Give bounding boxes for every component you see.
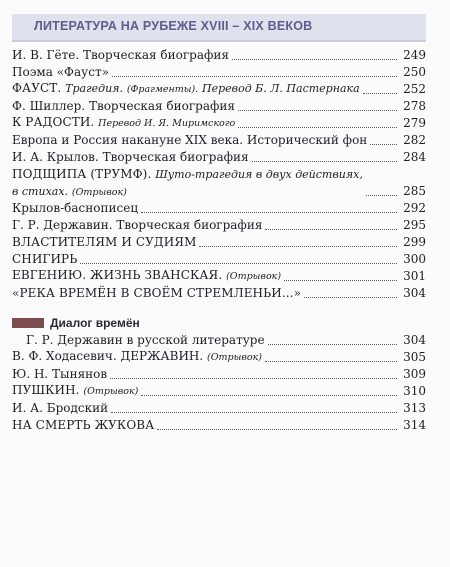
toc-page-number: 305 bbox=[403, 350, 426, 364]
toc-entry-goethe-bio[interactable] bbox=[12, 47, 426, 64]
dot-leader bbox=[238, 110, 397, 111]
toc-entry-brodsky[interactable] bbox=[12, 400, 426, 417]
table-of-contents bbox=[12, 47, 426, 434]
toc-entry-genre-cont: в стихах. bbox=[12, 185, 69, 198]
toc-page-number: 301 bbox=[403, 269, 426, 283]
dot-leader bbox=[112, 76, 397, 77]
toc-entry-genre: Шуто-трагедия в двух действиях, bbox=[155, 168, 363, 181]
toc-entry-derzhavin-bio[interactable] bbox=[12, 217, 426, 234]
toc-entry-death-of-zhukov[interactable] bbox=[12, 417, 426, 434]
dot-leader bbox=[265, 229, 397, 230]
toc-page-number: 278 bbox=[403, 99, 426, 113]
toc-entry-note: (Отрывок) bbox=[226, 271, 282, 282]
toc-entry-title bbox=[12, 166, 363, 200]
toc-entry-title: НА СМЕРТЬ ЖУКОВА bbox=[12, 418, 155, 432]
toc-entry-note: (Отрывок) bbox=[71, 187, 127, 198]
toc-entry-podshchipa[interactable] bbox=[12, 166, 426, 200]
toc-entry-main: ЕВГЕНИЮ. ЖИЗНЬ ЗВАНСКАЯ. bbox=[12, 268, 223, 282]
toc-page-number: 249 bbox=[403, 48, 426, 62]
dot-leader bbox=[141, 212, 397, 213]
toc-entry-translator: Перевод Б. Л. Пастернака bbox=[202, 82, 360, 95]
toc-entry-to-joy[interactable] bbox=[12, 115, 426, 132]
toc-page-number: 252 bbox=[403, 82, 426, 96]
toc-entry-title: Г. Р. Державин в русской литературе bbox=[26, 333, 265, 347]
dot-leader bbox=[366, 195, 397, 196]
toc-page-number: 285 bbox=[403, 184, 426, 198]
dot-leader bbox=[370, 144, 397, 145]
toc-entry-title bbox=[12, 114, 235, 132]
dot-leader bbox=[110, 378, 397, 379]
toc-entry-title: «РЕКА ВРЕМЁН В СВОЁМ СТРЕМЛЕНЬИ...» bbox=[12, 286, 302, 300]
toc-entry-title: ВЛАСТИТЕЛЯМ И СУДИЯМ bbox=[12, 235, 197, 249]
toc-entry-title: Крылов-баснописец bbox=[12, 201, 139, 215]
toc-entry-pushkin[interactable] bbox=[12, 383, 426, 400]
dot-leader bbox=[199, 246, 397, 247]
dialog-section-title: Диалог времён bbox=[50, 315, 140, 330]
dot-leader bbox=[252, 161, 397, 162]
toc-entry-river-of-time[interactable] bbox=[12, 285, 426, 302]
toc-entry-title: СНИГИРЬ bbox=[12, 252, 78, 266]
dot-leader bbox=[363, 93, 397, 94]
toc-entry-title bbox=[12, 80, 360, 98]
toc-entry-title bbox=[12, 382, 138, 400]
toc-entry-title: И. В. Гёте. Творческая биография bbox=[12, 48, 229, 62]
toc-entry-note: (Отрывок) bbox=[207, 352, 262, 363]
toc-page-number: 314 bbox=[403, 418, 426, 432]
toc-entry-snigir[interactable] bbox=[12, 251, 426, 268]
toc-entry-schiller-bio[interactable] bbox=[12, 98, 426, 115]
toc-entry-title: Ю. Н. Тынянов bbox=[12, 367, 108, 381]
dot-leader bbox=[265, 361, 397, 362]
toc-entry-title bbox=[12, 267, 281, 285]
dot-leader bbox=[80, 263, 397, 264]
toc-entry-title: И. А. Бродский bbox=[12, 401, 109, 415]
toc-entry-genre: Трагедия. bbox=[65, 82, 123, 95]
toc-entry-main: В. Ф. Ходасевич. ДЕРЖАВИН. bbox=[12, 349, 204, 363]
toc-entry-title: Г. Р. Державин. Творческая биография bbox=[12, 218, 263, 232]
section-header-title: ЛИТЕРАТУРА НА РУБЕЖЕ XVIII – XIX ВЕКОВ bbox=[34, 19, 313, 33]
toc-page-number: 304 bbox=[403, 333, 426, 347]
toc-page-number: 310 bbox=[403, 384, 426, 398]
dot-leader bbox=[268, 344, 397, 345]
dot-leader bbox=[232, 59, 397, 60]
toc-entry-line-2 bbox=[12, 183, 363, 200]
toc-page-number: 309 bbox=[403, 367, 426, 381]
toc-entry-main: ФАУСТ. bbox=[12, 81, 62, 95]
toc-entry-derzhavin-in-lit[interactable] bbox=[12, 332, 426, 349]
dot-leader bbox=[157, 429, 397, 430]
toc-entry-khodasevich[interactable] bbox=[12, 349, 426, 366]
toc-entry-title: Ф. Шиллер. Творческая биография bbox=[12, 99, 235, 113]
toc-page-number: 295 bbox=[403, 218, 426, 232]
section-header-band bbox=[12, 14, 426, 42]
toc-entry-evgeniyu[interactable] bbox=[12, 268, 426, 285]
toc-entry-title bbox=[12, 348, 262, 366]
dot-leader bbox=[238, 127, 397, 128]
toc-page-number: 299 bbox=[403, 235, 426, 249]
toc-entry-krylov-fabulist[interactable] bbox=[12, 200, 426, 217]
toc-entry-title: И. А. Крылов. Творческая биография bbox=[12, 150, 249, 164]
toc-page-number: 304 bbox=[403, 286, 426, 300]
toc-entry-title: Европа и Россия накануне XIX века. Исторический фон bbox=[12, 133, 368, 147]
toc-page-number: 279 bbox=[403, 116, 426, 130]
toc-entry-line-1 bbox=[12, 166, 363, 183]
toc-entry-krylov-bio[interactable] bbox=[12, 149, 426, 166]
dot-leader bbox=[141, 395, 397, 396]
section-marker-bar bbox=[12, 318, 44, 328]
toc-entry-europe-russia[interactable] bbox=[12, 132, 426, 149]
toc-entry-main: ПУШКИН. bbox=[12, 383, 80, 397]
toc-entry-title: Поэма «Фауст» bbox=[12, 65, 109, 79]
toc-page-number: 292 bbox=[403, 201, 426, 215]
toc-page-number: 284 bbox=[403, 150, 426, 164]
toc-entry-main: К РАДОСТИ. bbox=[12, 115, 95, 129]
toc-entry-rulers-judges[interactable] bbox=[12, 234, 426, 251]
toc-entry-translator: Перевод И. Я. Миримского bbox=[98, 118, 236, 129]
dot-leader bbox=[284, 280, 397, 281]
toc-page-number: 313 bbox=[403, 401, 426, 415]
toc-entry-note: (Отрывок) bbox=[83, 386, 139, 397]
toc-entry-note: (Фрагменты). bbox=[126, 84, 199, 95]
dot-leader bbox=[304, 297, 397, 298]
toc-entry-tynyanov[interactable] bbox=[12, 366, 426, 383]
dialog-section-heading bbox=[12, 313, 426, 332]
dot-leader bbox=[111, 412, 397, 413]
toc-page-number: 282 bbox=[403, 133, 426, 147]
toc-entry-faust-poem[interactable] bbox=[12, 64, 426, 81]
toc-page-number: 250 bbox=[403, 65, 426, 79]
toc-page-number: 300 bbox=[403, 252, 426, 266]
toc-entry-main: ПОДЩИПА (ТРУМФ). bbox=[12, 167, 152, 181]
toc-entry-faust[interactable] bbox=[12, 81, 426, 98]
